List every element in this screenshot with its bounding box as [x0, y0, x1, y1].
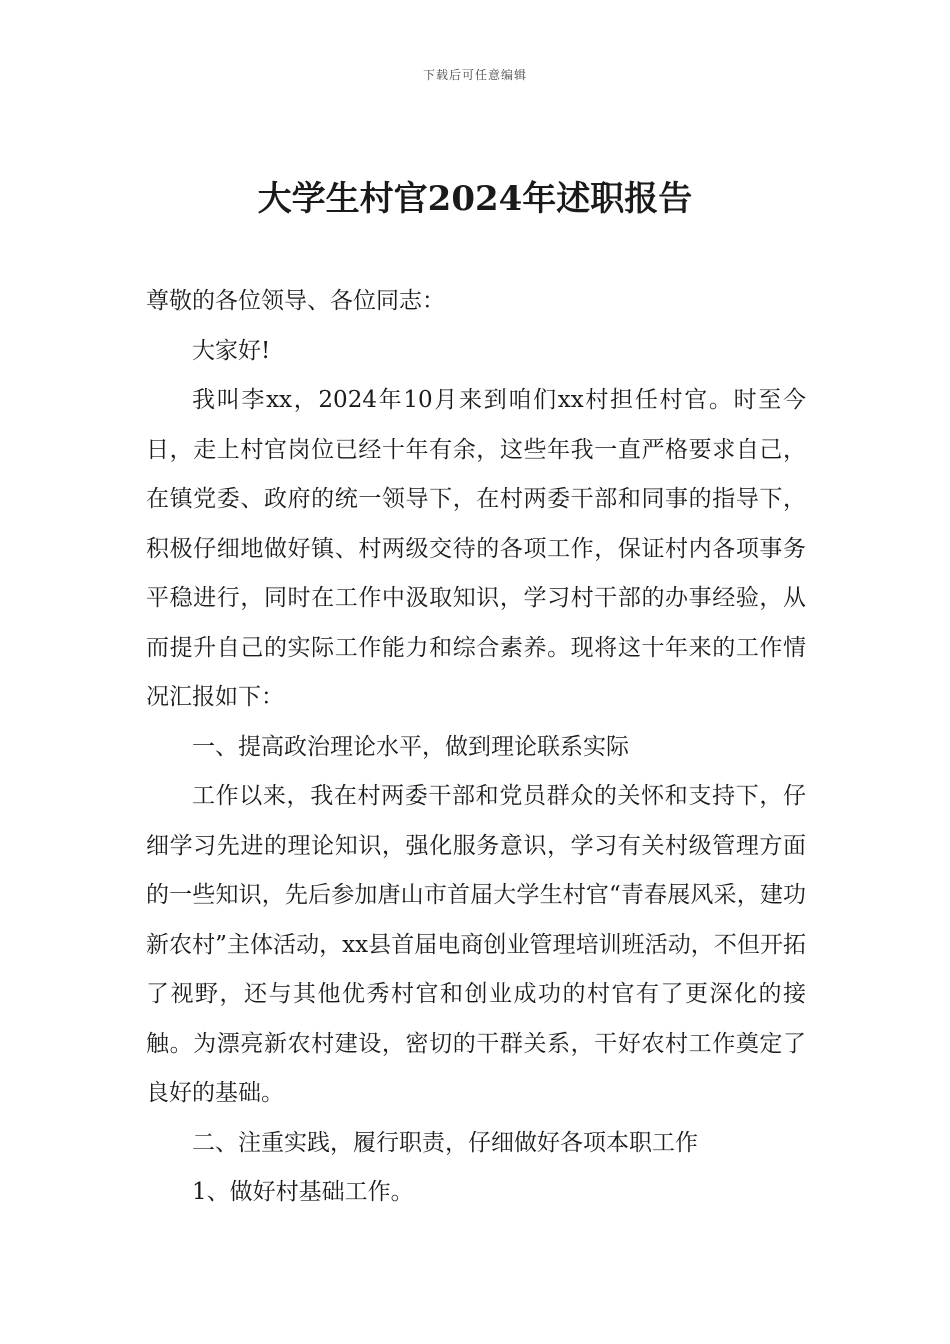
greeting-paragraph: 大家好! [192, 337, 271, 364]
section-1-paragraph: 工作以来，我在村两委干部和党员群众的关怀和支持下，仔细学习先进的理论知识，强化服务意识，学习有关村级管理方面的一些知识，先后参加唐山市首届大学生村官“青春展风采，建功新农村”主体活动，xx县首届电商创业管理培训班活动，不但开拓了视野，还与其他优秀村官和创业成功的村官有了更深化的接触。为漂亮新农村建设，密切的干群关系，干好农村工作奠定了良好的基础。 [146, 783, 806, 1106]
document-title: 大学生村官2024年述职报告 [257, 179, 693, 219]
document-body [146, 277, 806, 1218]
section-heading-2: 二、注重实践，履行职责，仔细做好各项本职工作 [192, 1129, 698, 1156]
intro-paragraph: 我叫李xx，2024年10月来到咱们xx村担任村官。时至今日，走上村官岗位已经十年有余，这些年我一直严格要求自己，在镇党委、政府的统一领导下，在村两委干部和同事的指导下，积极仔细地做好镇、村两级交待的各项工作，保证村内各项事务平稳进行，同时在工作中汲取知识，学习村干部的办事经验，从而提升自己的实际工作能力和综合素养。现将这十年来的工作情况汇报如下： [146, 387, 806, 710]
section-heading-1: 一、提高政治理论水平，做到理论联系实际 [192, 733, 629, 760]
page-header-note: 下载后可任意编辑 [422, 68, 527, 82]
salutation-paragraph: 尊敬的各位领导、各位同志： [146, 288, 445, 314]
subsection-heading-1: 1、做好村基础工作。 [192, 1179, 414, 1205]
